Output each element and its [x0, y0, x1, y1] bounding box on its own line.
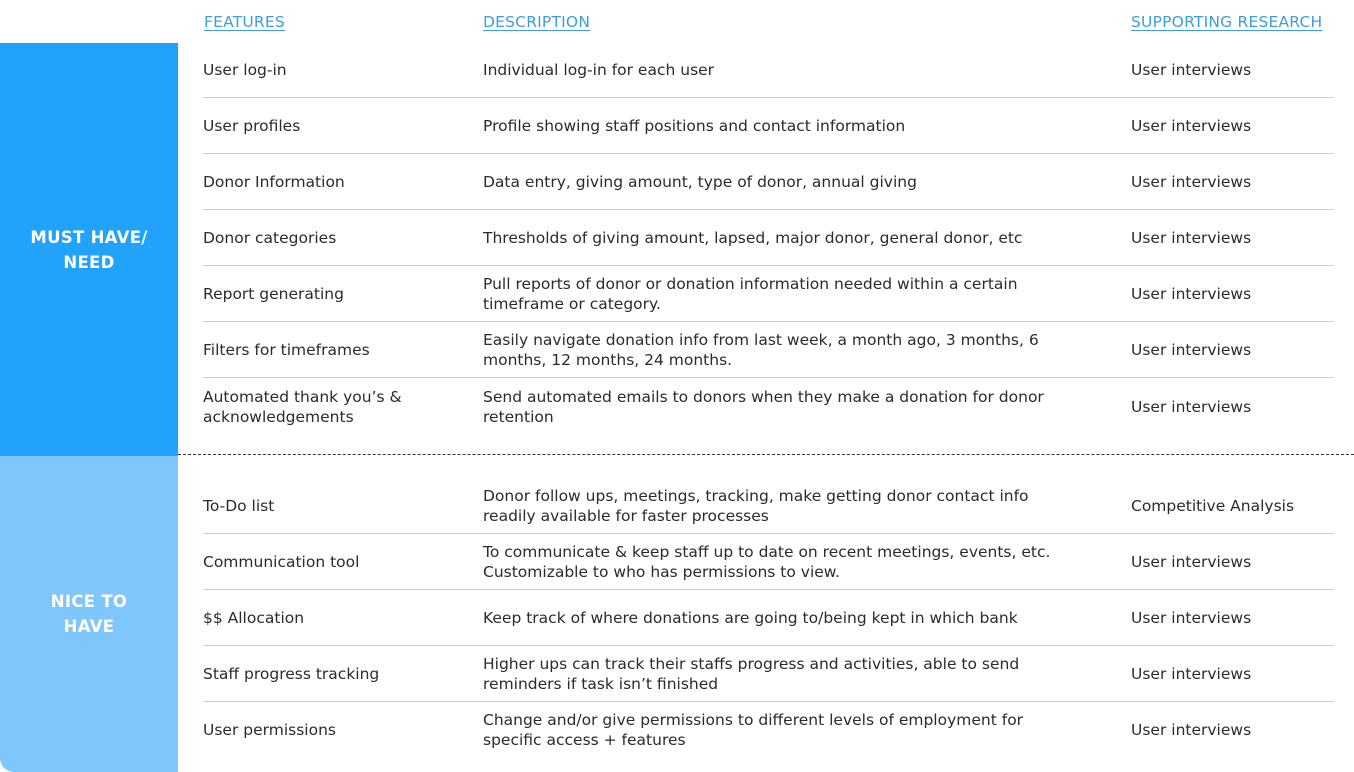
table-row — [203, 154, 1334, 210]
feature-cell: $$ Allocation — [203, 608, 305, 627]
description-cell: Data entry, giving amount, type of donor, annual giving — [483, 172, 917, 191]
feature-cell: Automated thank you’s & acknowledgements — [203, 388, 402, 426]
feature-cell: Communication tool — [203, 552, 360, 571]
feature-cell: Report generating — [203, 284, 344, 303]
table-row — [203, 378, 1334, 436]
research-cell: User interviews — [1131, 284, 1252, 303]
description-cell: To communicate & keep staff up to date on recent meetings, events, etc. Customizable to who has permissions to view. — [483, 542, 1051, 581]
feature-cell: User permissions — [203, 721, 336, 739]
research-cell: User interviews — [1131, 664, 1252, 683]
feature-cell: Donor categories — [203, 228, 337, 247]
description-cell: Change and/or give permissions to different levels of employment for specific access + features — [483, 711, 1024, 749]
description-column-header: DESCRIPTION — [483, 13, 591, 31]
research-cell: User interviews — [1131, 116, 1252, 135]
table-row — [203, 702, 1334, 758]
description-cell: Send automated emails to donors when they make a donation for donor retention — [483, 388, 1044, 426]
nice-to-have-label-line2: HAVE — [63, 617, 115, 636]
feature-cell: To-Do list — [203, 496, 275, 515]
nice-to-have-section-label — [0, 456, 178, 772]
research-cell: User interviews — [1131, 721, 1252, 739]
table-row — [203, 322, 1334, 378]
features-column-header: FEATURES — [204, 13, 285, 31]
research-cell: User interviews — [1131, 172, 1252, 191]
table-row — [203, 534, 1334, 590]
description-cell: Profile showing staff positions and contact information — [483, 116, 906, 135]
feature-cell: User profiles — [203, 116, 301, 135]
table-row — [203, 478, 1334, 534]
description-cell: Higher ups can track their staffs progress and activities, able to send reminders if task isn’t finished — [483, 654, 1020, 693]
supporting-research-column-header: SUPPORTING RESEARCH — [1131, 13, 1323, 31]
feature-cell: Staff progress tracking — [203, 664, 380, 683]
feature-cell: Filters for timeframes — [203, 340, 370, 359]
section-divider — [178, 454, 1354, 455]
research-cell: User interviews — [1131, 398, 1252, 416]
table-row — [203, 646, 1334, 702]
description-cell: Thresholds of giving amount, lapsed, major donor, general donor, etc — [483, 228, 1023, 247]
research-cell: User interviews — [1131, 61, 1252, 79]
research-cell: Competitive Analysis — [1131, 496, 1295, 515]
table-row — [203, 590, 1334, 646]
research-cell: User interviews — [1131, 340, 1252, 359]
table-row — [203, 266, 1334, 322]
table-row — [203, 43, 1334, 98]
table-row — [203, 98, 1334, 154]
research-cell: User interviews — [1131, 228, 1252, 247]
nice-to-have-label-line1: NICE TO — [50, 592, 128, 611]
must-have-label-line2: NEED — [63, 252, 115, 272]
description-cell: Donor follow ups, meetings, tracking, make getting donor contact info readily available for faster processes — [483, 486, 1029, 525]
feature-cell: User log-in — [203, 61, 287, 79]
description-cell: Easily navigate donation info from last week, a month ago, 3 months, 6 months, 12 months, 24 months. — [483, 330, 1039, 369]
must-have-section-label — [0, 43, 178, 456]
research-cell: User interviews — [1131, 552, 1252, 571]
description-cell: Pull reports of donor or donation information needed within a certain timeframe or category. — [483, 274, 1018, 313]
table-row — [203, 210, 1334, 266]
description-cell: Individual log-in for each user — [483, 61, 715, 79]
description-cell: Keep track of where donations are going to/being kept in which bank — [483, 608, 1018, 627]
feature-cell: Donor Information — [203, 172, 345, 191]
research-cell: User interviews — [1131, 608, 1252, 627]
must-have-label-line1: MUST HAVE/ — [30, 227, 148, 247]
